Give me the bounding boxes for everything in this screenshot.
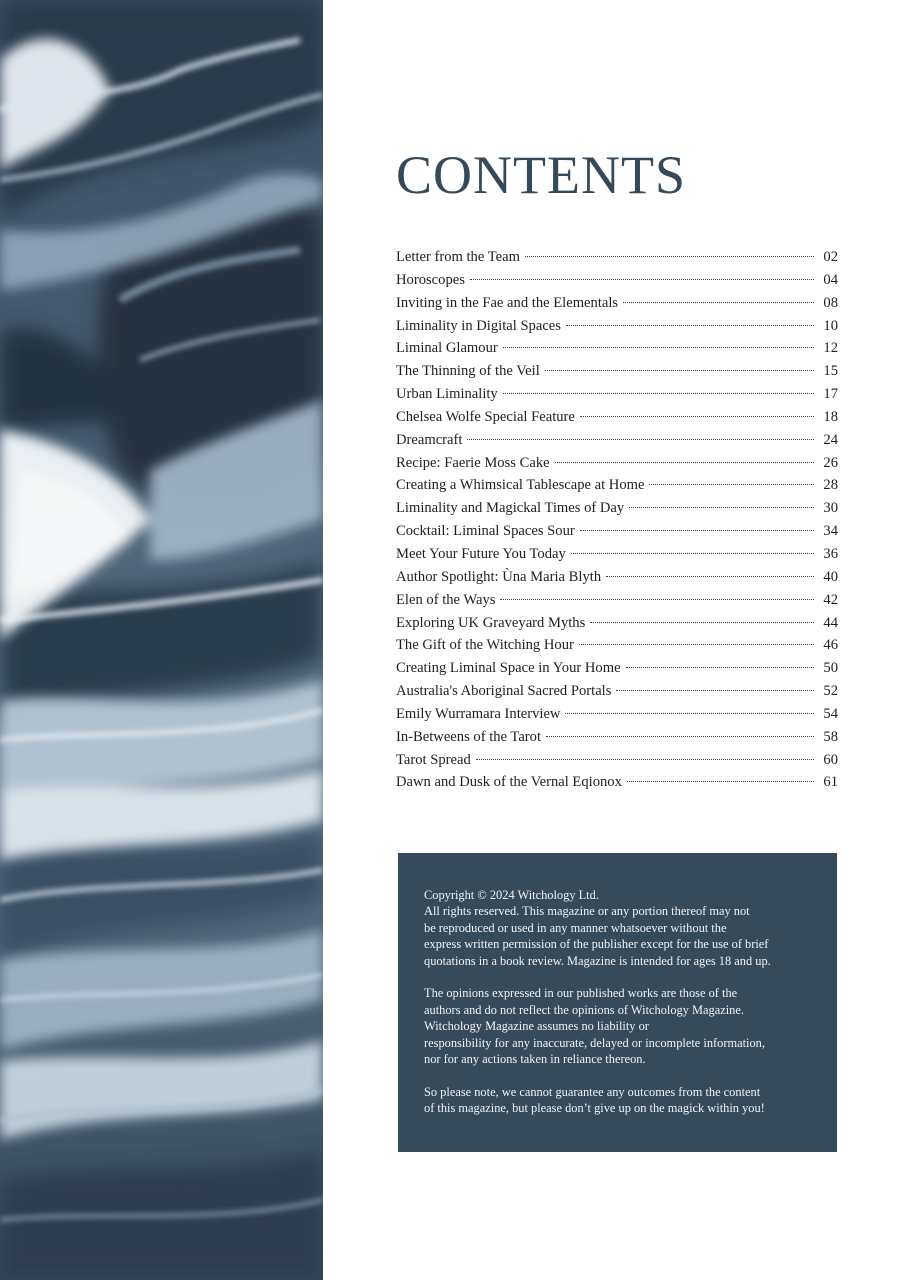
toc-entry-title: Inviting in the Fae and the Elementals	[396, 294, 619, 311]
copyright-line: The opinions expressed in our published works are those of the	[424, 986, 738, 1001]
dot-leader	[606, 576, 814, 577]
toc-entry[interactable]	[396, 703, 838, 726]
page-title: CONTENTS	[396, 145, 686, 205]
toc-entry-title: Liminality in Digital Spaces	[396, 317, 561, 334]
toc-entry[interactable]	[396, 406, 838, 429]
toc-entry-title: Letter from the Team	[396, 249, 520, 265]
toc-entry-page-number: 42	[823, 591, 838, 608]
toc-entry-title: Horoscopes	[396, 271, 465, 288]
dot-leader	[503, 347, 814, 348]
toc-entry[interactable]	[396, 771, 838, 794]
dot-leader	[627, 781, 814, 782]
dot-leader	[571, 553, 814, 554]
toc-entry-page-number: 15	[823, 363, 838, 380]
dot-leader	[525, 256, 814, 257]
copyright-line: So please note, we cannot guarantee any outcomes from the content	[424, 1084, 761, 1099]
copyright-line: express written permission of the publisher except for the use of brief	[424, 937, 769, 952]
toc-entry[interactable]	[396, 383, 838, 406]
toc-entry-title: Recipe: Faerie Moss Cake	[396, 454, 550, 471]
river-photo-image	[0, 0, 323, 1280]
toc-entry-page-number: 10	[823, 317, 838, 334]
toc-entry-page-number: 36	[823, 545, 838, 562]
dot-leader	[470, 279, 814, 280]
dot-leader	[616, 690, 814, 691]
copyright-line: Witchology Magazine assumes no liability or	[424, 1019, 649, 1034]
toc-entry-title: Dawn and Dusk of the Vernal Eqionox	[396, 774, 622, 791]
copyright-line: of this magazine, but please don’t give up on the magick within you!	[424, 1101, 765, 1116]
dot-leader	[476, 759, 814, 760]
dot-leader	[565, 713, 814, 714]
toc-entry[interactable]	[396, 246, 838, 269]
dot-leader	[555, 462, 814, 463]
toc-entry[interactable]	[396, 543, 838, 566]
toc-entry[interactable]	[396, 612, 838, 635]
toc-entry-page-number: 60	[823, 751, 838, 768]
copyright-line: responsibility for any inaccurate, delayed or incomplete information,	[424, 1035, 765, 1050]
toc-entry[interactable]	[396, 520, 838, 543]
toc-entry-page-number: 08	[823, 294, 838, 311]
toc-entry[interactable]	[396, 452, 838, 475]
toc-entry[interactable]	[396, 269, 838, 292]
toc-entry[interactable]	[396, 657, 838, 680]
dot-leader	[467, 439, 814, 440]
copyright-paragraph	[424, 887, 811, 969]
copyright-notice	[398, 853, 837, 1152]
toc-entry[interactable]	[396, 726, 838, 749]
toc-entry-title: Urban Liminality	[396, 386, 498, 403]
toc-entry[interactable]	[396, 589, 838, 612]
toc-entry-page-number: 54	[823, 705, 838, 722]
toc-entry-page-number: 44	[823, 614, 838, 631]
toc-entry-page-number: 30	[823, 500, 838, 517]
dot-leader	[566, 325, 814, 326]
copyright-line: quotations in a book review. Magazine is intended for ages 18 and up.	[424, 953, 771, 968]
toc-entry-title: Cocktail: Liminal Spaces Sour	[396, 523, 575, 540]
toc-entry[interactable]	[396, 749, 838, 772]
toc-entry[interactable]	[396, 292, 838, 315]
toc-entry-page-number: 52	[823, 683, 838, 700]
dot-leader	[500, 599, 814, 600]
toc-entry-title: Exploring UK Graveyard Myths	[396, 614, 586, 631]
copyright-line: be reproduced or used in any manner whatsoever without the	[424, 920, 727, 935]
toc-entry[interactable]	[396, 566, 838, 589]
dot-leader	[649, 484, 814, 485]
dot-leader	[545, 370, 814, 371]
toc-entry[interactable]	[396, 634, 838, 657]
copyright-paragraph	[424, 985, 811, 1067]
toc-entry-page-number: 50	[823, 660, 838, 677]
dot-leader	[503, 393, 814, 394]
dot-leader	[629, 507, 814, 508]
table-of-contents	[396, 246, 838, 794]
toc-entry-page-number: 26	[823, 454, 838, 471]
dot-leader	[590, 622, 814, 623]
toc-entry-page-number: 24	[823, 431, 838, 448]
dot-leader	[580, 530, 814, 531]
toc-entry-title: The Thinning of the Veil	[396, 363, 540, 380]
toc-entry[interactable]	[396, 474, 838, 497]
toc-entry-page-number: 04	[823, 271, 838, 288]
dot-leader	[580, 416, 814, 417]
toc-entry[interactable]	[396, 680, 838, 703]
copyright-line: nor for any actions taken in reliance thereon.	[424, 1052, 646, 1067]
toc-entry-title: Liminal Glamour	[396, 340, 498, 357]
toc-entry-page-number: 40	[823, 568, 838, 585]
toc-entry[interactable]	[396, 315, 838, 338]
copyright-line: authors and do not reflect the opinions of Witchology Magazine.	[424, 1002, 744, 1017]
toc-entry-title: In-Betweens of the Tarot	[396, 728, 542, 745]
toc-entry-title: Creating Liminal Space in Your Home	[396, 660, 621, 677]
toc-entry-page-number: 17	[823, 386, 838, 403]
toc-entry-title: The Gift of the Witching Hour	[396, 637, 574, 654]
copyright-paragraph	[424, 1084, 811, 1117]
toc-entry-title: Dreamcraft	[396, 431, 463, 448]
toc-entry-title: Meet Your Future You Today	[396, 545, 566, 562]
copyright-line: Copyright © 2024 Witchology Ltd.	[424, 888, 599, 902]
toc-entry-page-number: 18	[823, 408, 838, 425]
toc-entry-page-number: 61	[823, 774, 838, 791]
toc-entry[interactable]	[396, 497, 838, 520]
dot-leader	[623, 302, 814, 303]
toc-entry[interactable]	[396, 337, 838, 360]
river-photo	[0, 0, 323, 1280]
toc-entry-page-number: 34	[823, 523, 838, 540]
dot-leader	[626, 667, 814, 668]
toc-entry-page-number: 12	[823, 340, 838, 357]
toc-entry-title: Australia's Aboriginal Sacred Portals	[396, 683, 612, 700]
toc-entry-page-number: 02	[823, 249, 838, 265]
toc-entry-title: Emily Wurramara Interview	[396, 705, 561, 722]
toc-entry[interactable]	[396, 429, 838, 452]
toc-entry-page-number: 28	[823, 477, 838, 494]
toc-entry-title: Chelsea Wolfe Special Feature	[396, 408, 575, 425]
toc-entry-title: Author Spotlight: Ùna Maria Blyth	[396, 568, 602, 585]
toc-entry-page-number: 46	[823, 637, 838, 654]
toc-entry-page-number: 58	[823, 728, 838, 745]
dot-leader	[546, 736, 814, 737]
copyright-line: All rights reserved. This magazine or any portion thereof may not	[424, 904, 750, 919]
toc-entry-title: Elen of the Ways	[396, 591, 496, 608]
toc-entry-title: Tarot Spread	[396, 751, 471, 768]
toc-entry-title: Creating a Whimsical Tablescape at Home	[396, 477, 645, 494]
dot-leader	[579, 644, 814, 645]
toc-entry[interactable]	[396, 360, 838, 383]
toc-entry-title: Liminality and Magickal Times of Day	[396, 500, 625, 517]
